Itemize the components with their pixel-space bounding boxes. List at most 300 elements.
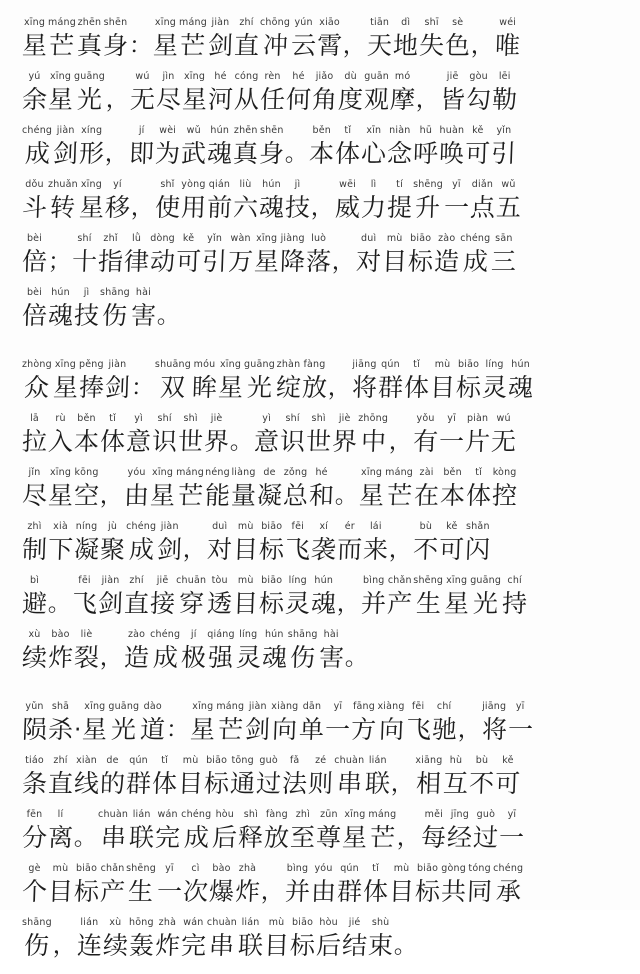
hanzi-character: 力	[360, 193, 387, 222]
pinyin-hanzi-unit	[361, 179, 386, 226]
pinyin-annotation: rù	[55, 413, 66, 424]
pinyin-annotation: máng	[48, 17, 76, 28]
hanzi-character: 放	[301, 373, 328, 402]
pinyin-annotation: qún	[340, 863, 359, 874]
pinyin-hanzi-unit	[48, 809, 73, 856]
pinyin-hanzi-unit	[100, 863, 125, 910]
hanzi-character: 即	[128, 139, 155, 168]
hanzi-character: ，	[396, 825, 421, 851]
hanzi-character: 爆	[208, 877, 235, 906]
hanzi-character: ，	[130, 195, 155, 221]
pinyin-hanzi-unit	[179, 17, 207, 64]
pinyin-annotation: cóng	[234, 71, 259, 82]
pinyin-annotation: shǎn	[466, 521, 490, 532]
pinyin-hanzi-unit	[216, 701, 244, 748]
pinyin-hanzi-unit	[212, 809, 237, 856]
pinyin-annotation: xīng	[344, 809, 366, 820]
hanzi-character: 体	[362, 877, 389, 906]
pinyin-hanzi-unit	[98, 575, 123, 622]
pinyin-hanzi-unit	[311, 575, 336, 622]
hanzi-character: ：	[165, 717, 190, 743]
pinyin-annotation: fǎ	[289, 755, 300, 766]
pinyin-annotation: chéng	[126, 521, 157, 532]
pinyin-hanzi-unit	[413, 413, 438, 460]
pinyin-hanzi-unit	[155, 125, 180, 172]
hanzi-character: ：	[130, 375, 155, 401]
pinyin-annotation: diǎn	[471, 179, 494, 190]
hanzi-character: 承	[495, 877, 522, 906]
punctuation-unit	[332, 233, 355, 280]
pinyin-annotation: wán	[183, 917, 204, 928]
punctuation-unit	[74, 809, 97, 856]
pinyin-annotation: xiāng	[415, 755, 443, 766]
pinyin-hanzi-unit	[445, 17, 470, 64]
pinyin-annotation: yǒu	[416, 413, 435, 424]
hanzi-character: 体	[334, 139, 361, 168]
hanzi-character: 不	[412, 535, 439, 564]
pinyin-annotation: hù	[449, 755, 463, 766]
pinyin-annotation: dù	[344, 71, 357, 82]
hanzi-character: 星	[217, 373, 244, 402]
pinyin-hanzi-unit	[325, 701, 350, 748]
hanzi-character: 星	[358, 481, 385, 510]
pinyin-annotation: xīng	[154, 17, 177, 28]
hanzi-character: ，	[388, 429, 413, 455]
hanzi-character: 。	[229, 429, 254, 455]
pinyin-hanzi-unit	[79, 179, 104, 226]
pinyin-hanzi-unit	[378, 359, 403, 406]
pinyin-hanzi-unit	[465, 413, 490, 460]
pinyin-hanzi-unit	[129, 917, 154, 964]
pinyin-annotation: liè	[80, 629, 93, 640]
pinyin-annotation: zé	[315, 755, 327, 766]
hanzi-character: 连	[76, 931, 103, 960]
hanzi-character: 度	[337, 85, 364, 114]
pinyin-annotation: guò	[259, 755, 278, 766]
pinyin-annotation: xù	[109, 917, 122, 928]
pinyin-hanzi-unit	[469, 755, 494, 802]
pinyin-hanzi-unit	[218, 359, 243, 406]
hanzi-character: 勒	[491, 85, 518, 114]
pinyin-annotation: biāo	[417, 863, 439, 874]
hanzi-character: 产	[99, 877, 126, 906]
hanzi-character: 道	[139, 715, 166, 744]
hanzi-character: 天	[366, 31, 393, 60]
pinyin-annotation: xí	[319, 521, 329, 532]
pinyin-annotation: lái	[369, 521, 382, 532]
text-line	[22, 118, 622, 172]
pinyin-hanzi-unit	[230, 755, 255, 802]
pinyin-hanzi-unit	[103, 917, 128, 964]
hanzi-character: 星	[78, 193, 105, 222]
pinyin-annotation: shēng	[126, 863, 156, 874]
pinyin-hanzi-unit	[254, 413, 279, 460]
hanzi-character: 魂	[258, 193, 285, 222]
pinyin-hanzi-unit	[361, 125, 386, 172]
hanzi-character: 星	[81, 715, 108, 744]
pinyin-hanzi-unit	[202, 233, 227, 280]
pinyin-annotation: jiāng	[482, 701, 507, 712]
hanzi-character: 剑	[244, 715, 271, 744]
pinyin-hanzi-unit	[48, 287, 73, 334]
punctuation-unit	[345, 629, 368, 676]
pinyin-annotation: bì	[29, 575, 40, 586]
hanzi-character: 害	[130, 301, 157, 330]
pinyin-annotation: tǐ	[475, 467, 482, 478]
pinyin-hanzi-unit	[129, 809, 154, 856]
hanzi-character: 星	[22, 31, 48, 60]
hanzi-character: 直	[47, 769, 74, 798]
pinyin-hanzi-unit	[129, 125, 154, 172]
pinyin-hanzi-unit	[286, 71, 311, 118]
hanzi-character: 一	[438, 427, 465, 456]
hanzi-character: 可	[438, 535, 465, 564]
pinyin-annotation: xiàn	[76, 755, 97, 766]
pinyin-annotation: xīng	[54, 359, 76, 370]
pinyin-annotation: chuàn	[334, 755, 365, 766]
pinyin-annotation: zhì	[27, 521, 42, 532]
hanzi-character: 并	[360, 589, 387, 618]
hanzi-character: 袭	[310, 535, 337, 564]
pinyin-annotation: jiè	[210, 413, 223, 424]
hanzi-character: 目	[429, 373, 456, 402]
pinyin-annotation: ér	[344, 521, 355, 532]
pinyin-annotation: xīng	[219, 359, 242, 370]
pinyin-hanzi-unit	[414, 467, 439, 514]
pinyin-annotation: yóu	[127, 467, 146, 478]
pinyin-hanzi-unit	[502, 575, 527, 622]
pinyin-annotation: sān	[495, 233, 513, 244]
hanzi-character: 相	[415, 769, 442, 798]
hanzi-character: 至	[289, 823, 316, 852]
pinyin-hanzi-unit	[285, 863, 310, 910]
pinyin-hanzi-unit	[470, 179, 495, 226]
hanzi-character: 次	[182, 877, 209, 906]
pinyin-annotation: shāng	[100, 287, 130, 298]
hanzi-character: 前	[206, 193, 233, 222]
pinyin-annotation: xīng	[256, 233, 278, 244]
pinyin-hanzi-unit	[351, 701, 376, 748]
pinyin-hanzi-unit	[334, 755, 364, 802]
hanzi-character: ，	[457, 717, 482, 743]
hanzi-character: 目	[47, 877, 74, 906]
pinyin-hanzi-unit	[79, 125, 104, 172]
hanzi-character: 直	[233, 31, 260, 60]
pinyin-annotation: líng	[239, 629, 258, 640]
pinyin-annotation: hòu	[319, 917, 338, 928]
pinyin-hanzi-unit	[22, 413, 47, 460]
pinyin-annotation: yī	[447, 413, 456, 424]
pinyin-annotation: měi	[424, 809, 444, 820]
pinyin-annotation: shì	[183, 413, 198, 424]
pinyin-annotation: jiàn	[160, 521, 179, 532]
pinyin-annotation: yǔn	[25, 701, 44, 712]
pinyin-annotation: běn	[77, 413, 96, 424]
pinyin-hanzi-unit	[176, 233, 201, 280]
pinyin-annotation: zào	[127, 629, 146, 640]
hanzi-character: 总	[282, 481, 309, 510]
hanzi-character: 星	[47, 85, 74, 114]
pinyin-annotation: xù	[28, 629, 41, 640]
hanzi-character: 体	[99, 427, 126, 456]
text-line	[22, 856, 622, 910]
text-line	[22, 748, 622, 802]
pinyin-hanzi-unit	[491, 413, 516, 460]
hanzi-character: 光	[472, 589, 499, 618]
pinyin-hanzi-unit	[332, 413, 357, 460]
pinyin-annotation: jí	[190, 629, 197, 640]
hanzi-character: 。	[47, 591, 72, 617]
pinyin-hanzi-unit	[181, 179, 206, 226]
hanzi-character: 过	[255, 769, 282, 798]
pinyin-annotation: yī	[452, 179, 461, 190]
pinyin-hanzi-unit	[209, 863, 234, 910]
pinyin-annotation: jié	[348, 917, 361, 928]
hanzi-character: 星	[341, 823, 368, 852]
hanzi-character: 眸	[191, 373, 218, 402]
pinyin-annotation: qún	[381, 359, 400, 370]
hanzi-character: 标	[289, 931, 316, 960]
pinyin-hanzi-unit	[228, 233, 253, 280]
pinyin-annotation: máng	[368, 809, 397, 820]
hanzi-character: 六	[232, 193, 259, 222]
hanzi-character: 接	[149, 589, 176, 618]
hanzi-character: 一	[443, 193, 470, 222]
pinyin-hanzi-unit	[387, 179, 412, 226]
hanzi-character: 尊	[315, 823, 342, 852]
pinyin-annotation: lì	[370, 179, 377, 190]
hanzi-character: 有	[412, 427, 439, 456]
pinyin-hanzi-unit	[364, 71, 389, 118]
pinyin-annotation: yì	[134, 413, 143, 424]
hanzi-character: 不	[469, 769, 496, 798]
pinyin-hanzi-unit	[311, 521, 336, 568]
pinyin-hanzi-unit	[155, 917, 180, 964]
hanzi-character: 法	[281, 769, 308, 798]
pinyin-annotation: dì	[401, 17, 411, 28]
pinyin-hanzi-unit	[22, 359, 52, 406]
pinyin-hanzi-unit	[181, 125, 206, 172]
pinyin-annotation: shì	[243, 809, 258, 820]
hanzi-character: 世	[177, 427, 204, 456]
pinyin-annotation: fēi	[78, 575, 91, 586]
pinyin-annotation: zhēn	[77, 17, 102, 28]
pinyin-hanzi-unit	[140, 701, 165, 748]
hanzi-character: 体	[151, 769, 178, 798]
pinyin-hanzi-unit	[377, 701, 404, 748]
hanzi-character: 转	[49, 193, 77, 222]
pinyin-hanzi-unit	[358, 413, 388, 460]
pinyin-annotation: bèi	[26, 287, 43, 298]
punctuation-unit	[166, 701, 189, 748]
hanzi-character: 芒	[179, 31, 207, 60]
pinyin-annotation: yǐn	[207, 233, 223, 244]
hanzi-character: 芒	[49, 31, 76, 60]
pinyin-annotation: wán	[157, 809, 178, 820]
hanzi-character: 何	[285, 85, 312, 114]
hanzi-character: 倍	[22, 301, 48, 330]
hanzi-character: 条	[22, 769, 48, 798]
pinyin-hanzi-unit	[491, 125, 516, 172]
hanzi-character: 捧	[78, 373, 105, 402]
pinyin-hanzi-unit	[126, 521, 156, 568]
pinyin-hanzi-unit	[72, 575, 97, 622]
pinyin-hanzi-unit	[22, 629, 47, 676]
pinyin-hanzi-unit	[48, 755, 73, 802]
hanzi-character: 体	[465, 481, 492, 510]
pinyin-hanzi-unit	[100, 413, 125, 460]
hanzi-character: 将	[351, 373, 378, 402]
pinyin-hanzi-unit	[465, 125, 490, 172]
punctuation-unit	[131, 179, 154, 226]
pinyin-hanzi-unit	[361, 575, 386, 622]
pinyin-hanzi-unit	[492, 467, 517, 514]
hanzi-character: 芒	[177, 481, 204, 510]
pinyin-hanzi-unit	[482, 701, 507, 748]
pinyin-annotation: biāo	[75, 863, 98, 874]
text-line	[22, 280, 622, 334]
pinyin-hanzi-unit	[413, 125, 438, 172]
pinyin-annotation: fāng	[352, 701, 375, 712]
pinyin-hanzi-unit	[53, 359, 78, 406]
pinyin-annotation: tiáo	[25, 755, 44, 766]
pinyin-hanzi-unit	[439, 413, 464, 460]
pinyin-hanzi-unit	[182, 71, 207, 118]
pinyin-annotation: guāng	[244, 359, 275, 370]
pinyin-annotation: sè	[452, 17, 464, 28]
pinyin-hanzi-unit	[156, 71, 181, 118]
hanzi-character: 观	[363, 85, 390, 114]
hanzi-character: 由	[123, 481, 150, 510]
hanzi-character: 炸	[234, 877, 261, 906]
pinyin-annotation: biāo	[261, 521, 283, 532]
pinyin-hanzi-unit	[495, 17, 520, 64]
pinyin-annotation: hún	[51, 287, 70, 298]
hanzi-character: 勾	[465, 85, 492, 114]
pinyin-annotation: chǎn	[387, 575, 412, 586]
pinyin-annotation: yí	[113, 179, 122, 190]
pinyin-annotation: zhǐ	[103, 233, 118, 244]
pinyin-hanzi-unit	[473, 809, 498, 856]
pinyin-hanzi-unit	[492, 71, 517, 118]
pinyin-hanzi-unit	[74, 467, 99, 514]
hanzi-character: 一	[507, 715, 534, 744]
hanzi-character: 群	[336, 877, 363, 906]
hanzi-character: 入	[47, 427, 74, 456]
pinyin-hanzi-unit	[491, 233, 516, 280]
pinyin-annotation: huàn	[439, 125, 465, 136]
pinyin-hanzi-unit	[482, 359, 507, 406]
pinyin-hanzi-unit	[259, 575, 284, 622]
pinyin-hanzi-unit	[105, 359, 130, 406]
hanzi-character: 河	[207, 85, 234, 114]
pinyin-annotation: jì	[294, 179, 301, 190]
pinyin-annotation: wàn	[230, 233, 251, 244]
pinyin-annotation: biāo	[410, 233, 432, 244]
hanzi-character: 使	[154, 193, 181, 222]
pinyin-hanzi-unit	[82, 701, 107, 748]
pinyin-hanzi-unit	[495, 755, 520, 802]
pinyin-hanzi-unit	[393, 17, 418, 64]
punctuation-unit	[471, 17, 494, 64]
pinyin-hanzi-unit	[430, 359, 455, 406]
pinyin-hanzi-unit	[244, 359, 275, 406]
hanzi-character: 联	[364, 769, 391, 798]
pinyin-annotation: wèi	[159, 125, 177, 136]
pinyin-annotation: guāng	[74, 71, 105, 82]
hanzi-character: 互	[442, 769, 470, 798]
pinyin-hanzi-unit	[368, 809, 396, 856]
pinyin-hanzi-unit	[238, 809, 263, 856]
hanzi-character: 续	[22, 643, 48, 672]
pinyin-annotation: gòng	[441, 863, 466, 874]
pinyin-hanzi-unit	[22, 521, 47, 568]
hanzi-character: 用	[180, 193, 207, 222]
pinyin-hanzi-unit	[280, 413, 305, 460]
hanzi-character: 十	[71, 247, 98, 276]
pinyin-annotation: zǒng	[283, 467, 308, 478]
pinyin-hanzi-unit	[176, 467, 204, 514]
punctuation-unit	[183, 521, 206, 568]
hanzi-character: 串	[100, 823, 127, 852]
hanzi-character: 为	[154, 139, 181, 168]
pinyin-annotation: de	[106, 755, 119, 766]
hanzi-character: 可	[464, 139, 491, 168]
pinyin-annotation: duì	[361, 233, 377, 244]
hanzi-character: 一	[324, 715, 352, 744]
pinyin-hanzi-unit	[337, 521, 362, 568]
hanzi-character: ，	[52, 933, 77, 959]
pinyin-annotation: piàn	[466, 413, 489, 424]
hanzi-character: 。	[393, 933, 418, 959]
hanzi-character: 飞	[71, 589, 98, 618]
hanzi-character: 直	[123, 589, 150, 618]
hanzi-character: ，	[327, 375, 352, 401]
pinyin-annotation: wéi	[499, 17, 517, 28]
pinyin-annotation: hū	[419, 125, 433, 136]
pinyin-annotation: mù	[393, 863, 410, 874]
pinyin-annotation: xīng	[192, 701, 214, 712]
pinyin-hanzi-unit	[233, 575, 258, 622]
pinyin-annotation: zhí	[239, 17, 254, 28]
hanzi-character: 共	[440, 877, 467, 906]
hanzi-character: 尽	[22, 481, 48, 510]
hanzi-character: 束	[367, 931, 394, 960]
hanzi-character: 万	[227, 247, 254, 276]
hanzi-character: 目	[232, 589, 259, 618]
pinyin-annotation: mù	[386, 233, 403, 244]
hanzi-character: 方	[350, 715, 378, 744]
pinyin-hanzi-unit	[234, 71, 259, 118]
pinyin-hanzi-unit	[22, 701, 47, 748]
pinyin-hanzi-unit	[153, 17, 178, 64]
pinyin-annotation: chí	[436, 701, 452, 712]
pinyin-hanzi-unit	[22, 809, 47, 856]
pinyin-annotation: jīng	[450, 809, 469, 820]
hanzi-character: 拉	[22, 427, 48, 456]
pinyin-hanzi-unit	[124, 575, 149, 622]
pinyin-annotation: xīng	[49, 71, 72, 82]
pinyin-hanzi-unit	[262, 629, 287, 676]
pinyin-hanzi-unit	[53, 125, 78, 172]
pinyin-annotation: xiàng	[271, 701, 299, 712]
pinyin-annotation: néng	[205, 467, 230, 478]
hanzi-character: ，	[310, 195, 335, 221]
pinyin-annotation: wú	[496, 413, 511, 424]
pinyin-annotation: wēi	[339, 179, 356, 190]
pinyin-hanzi-unit	[176, 575, 206, 622]
pinyin-hanzi-unit	[337, 863, 362, 910]
